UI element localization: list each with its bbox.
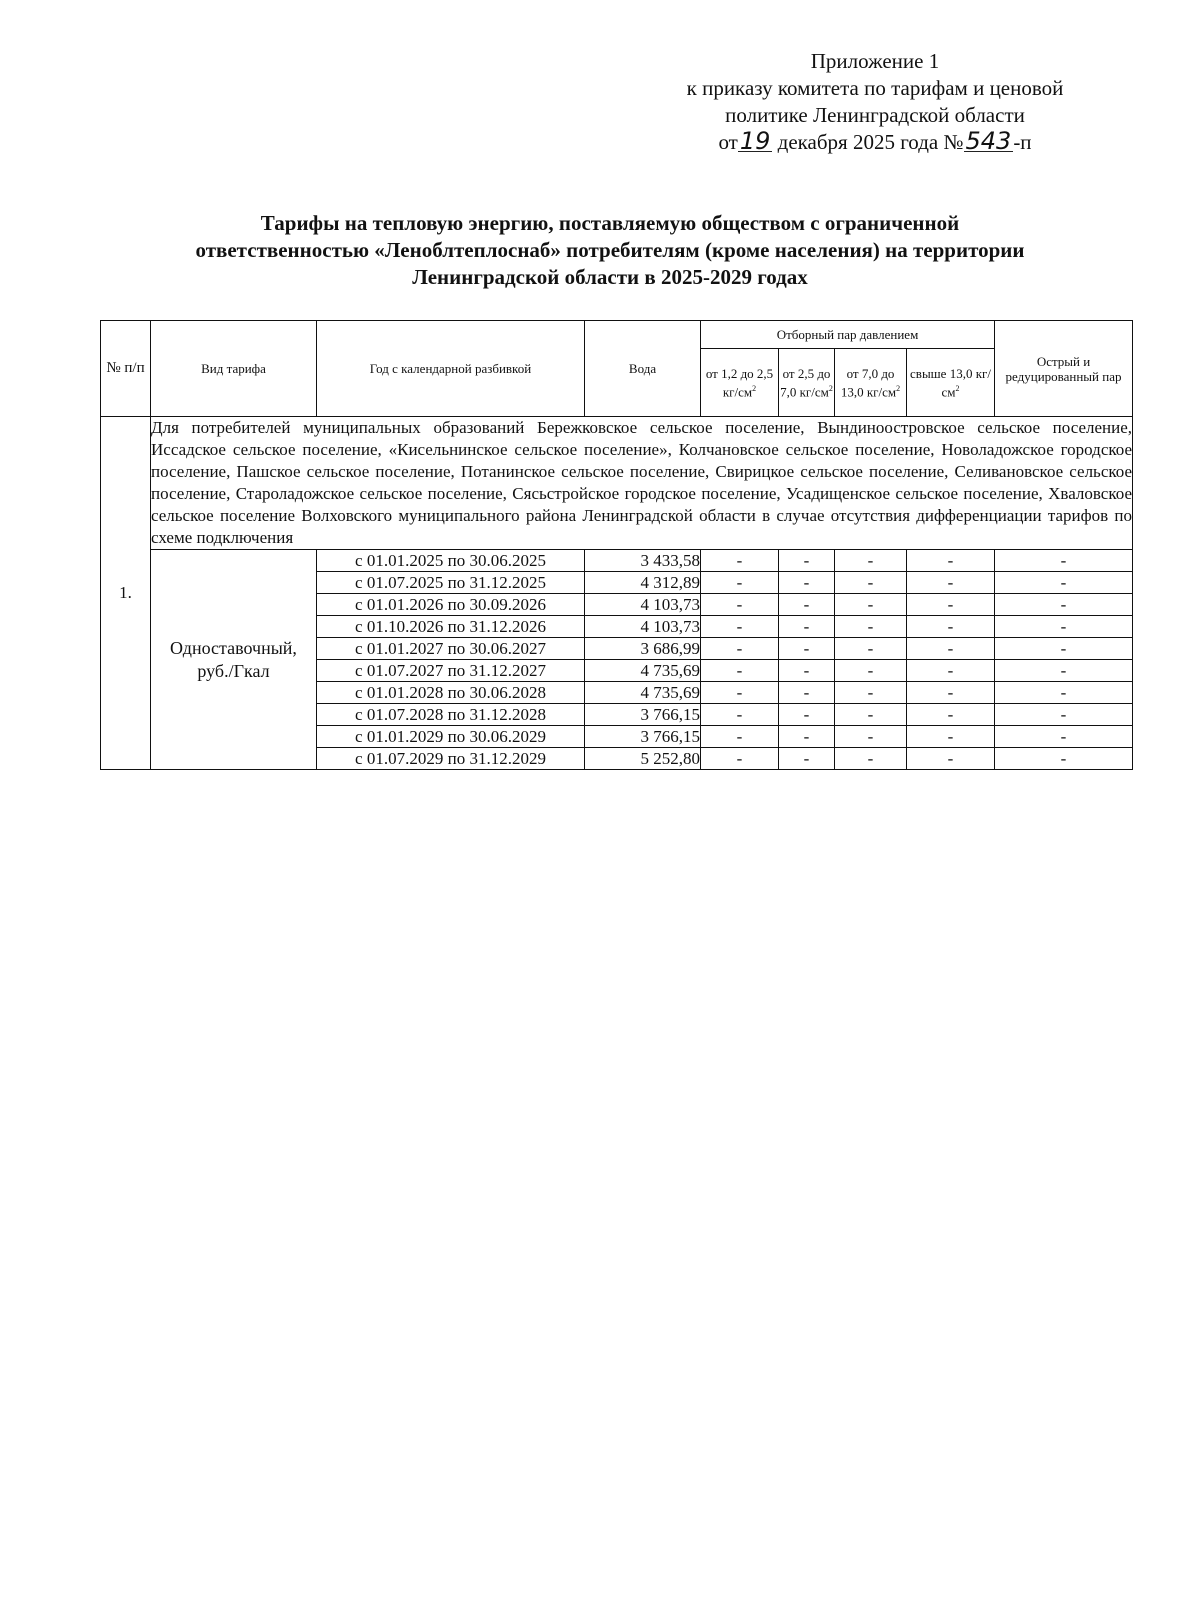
steam-4-cell: -: [907, 594, 995, 616]
sharp-steam-cell: -: [995, 594, 1133, 616]
sharp-steam-cell: -: [995, 682, 1133, 704]
period-cell: с 01.07.2027 по 31.12.2027: [317, 660, 585, 682]
header-num: № п/п: [101, 321, 151, 417]
row-number: 1.: [101, 417, 151, 770]
water-value-cell: 4 103,73: [585, 594, 701, 616]
steam-2-cell: -: [779, 550, 835, 572]
sharp-steam-cell: -: [995, 748, 1133, 770]
sharp-steam-cell: -: [995, 616, 1133, 638]
steam-2-cell: -: [779, 748, 835, 770]
steam-4-cell: -: [907, 638, 995, 660]
steam-1-cell: -: [701, 660, 779, 682]
steam-4-cell: -: [907, 704, 995, 726]
sharp-steam-cell: -: [995, 638, 1133, 660]
period-cell: с 01.01.2029 по 30.06.2029: [317, 726, 585, 748]
order-prefix: от: [718, 130, 738, 154]
water-value-cell: 4 312,89: [585, 572, 701, 594]
sharp-steam-cell: -: [995, 726, 1133, 748]
steam-3-cell: -: [835, 550, 907, 572]
header-water: Вода: [585, 321, 701, 417]
header-sharp-steam: Острый и редуцированный пар: [995, 321, 1133, 417]
table-row: [101, 550, 1133, 572]
water-value-cell: 3 433,58: [585, 550, 701, 572]
steam-1-cell: -: [701, 704, 779, 726]
steam-2-cell: -: [779, 726, 835, 748]
header-steam-2: от 2,5 до 7,0 $кг/см^2$: [779, 349, 835, 417]
header-tariff-type: Вид тарифа: [151, 321, 317, 417]
steam-3-cell: -: [835, 726, 907, 748]
period-cell: с 01.01.2028 по 30.06.2028: [317, 682, 585, 704]
steam-3-cell: -: [835, 748, 907, 770]
water-value-cell: 4 103,73: [585, 616, 701, 638]
water-value-cell: 3 766,15: [585, 704, 701, 726]
steam-2-cell: -: [779, 638, 835, 660]
steam-2-cell: -: [779, 660, 835, 682]
header-period: Год с календарной разбивкой: [317, 321, 585, 417]
steam-1-cell: -: [701, 682, 779, 704]
title-line-1: Тарифы на тепловую энергию, поставляемую обществом с ограниченной: [260, 211, 960, 235]
header-steam-1: от 1,2 до 2,5 $кг/см^2$: [701, 349, 779, 417]
steam-1-cell: -: [701, 638, 779, 660]
steam-3-cell: -: [835, 682, 907, 704]
water-value-cell: 4 735,69: [585, 660, 701, 682]
steam-1-cell: -: [701, 594, 779, 616]
period-cell: с 01.01.2026 по 30.09.2026: [317, 594, 585, 616]
appendix-line-2: к приказу комитета по тарифам и ценовой: [686, 76, 1064, 100]
steam-3-cell: -: [835, 660, 907, 682]
period-cell: с 01.01.2025 по 30.06.2025: [317, 550, 585, 572]
sharp-steam-cell: -: [995, 660, 1133, 682]
water-value-cell: 3 766,15: [585, 726, 701, 748]
steam-1-cell: -: [701, 748, 779, 770]
steam-4-cell: -: [907, 616, 995, 638]
steam-3-cell: -: [835, 638, 907, 660]
order-mid: декабря 2025 года №: [777, 130, 964, 154]
sharp-steam-cell: -: [995, 704, 1133, 726]
appendix-line-3: политике Ленинградской области: [725, 103, 1025, 127]
header-steam-group: Отборный пар давлением: [701, 321, 995, 349]
steam-4-cell: -: [907, 726, 995, 748]
period-cell: с 01.07.2029 по 31.12.2029: [317, 748, 585, 770]
steam-2-cell: -: [779, 682, 835, 704]
steam-2-cell: -: [779, 572, 835, 594]
steam-3-cell: -: [835, 572, 907, 594]
steam-4-cell: -: [907, 660, 995, 682]
steam-3-cell: -: [835, 704, 907, 726]
period-cell: с 01.07.2025 по 31.12.2025: [317, 572, 585, 594]
period-cell: с 01.01.2027 по 30.06.2027: [317, 638, 585, 660]
steam-2-cell: -: [779, 704, 835, 726]
title-line-3: Ленинградской области в 2025-2029 годах: [412, 265, 808, 289]
water-value-cell: 3 686,99: [585, 638, 701, 660]
title-line-2: ответственностью «Леноблтеплоснаб» потребителям (кроме населения) на территории: [195, 238, 1025, 262]
order-number-handwritten: 543: [965, 127, 1012, 155]
order-suffix: -п: [1013, 130, 1032, 154]
tariff-type-cell: Одноставочный, руб./Гкал: [151, 550, 317, 770]
appendix-title: Приложение 1: [810, 49, 940, 73]
order-reference: [640, 129, 1110, 156]
steam-3-cell: -: [835, 616, 907, 638]
sharp-steam-cell: -: [995, 550, 1133, 572]
steam-2-cell: -: [779, 616, 835, 638]
water-value-cell: 5 252,80: [585, 748, 701, 770]
steam-4-cell: -: [907, 572, 995, 594]
period-cell: с 01.10.2026 по 31.12.2026: [317, 616, 585, 638]
tariff-table: [100, 320, 1133, 770]
sharp-steam-cell: -: [995, 572, 1133, 594]
header-steam-4: свыше 13,0 $кг/см^2$: [907, 349, 995, 417]
order-day-handwritten: 19: [739, 127, 771, 155]
steam-2-cell: -: [779, 594, 835, 616]
water-value-cell: 4 735,69: [585, 682, 701, 704]
steam-4-cell: -: [907, 682, 995, 704]
header-steam-3: от 7,0 до 13,0 $кг/см^2$: [835, 349, 907, 417]
steam-1-cell: -: [701, 616, 779, 638]
steam-3-cell: -: [835, 594, 907, 616]
steam-1-cell: -: [701, 726, 779, 748]
document-title: [110, 210, 1110, 291]
period-cell: с 01.07.2028 по 31.12.2028: [317, 704, 585, 726]
steam-1-cell: -: [701, 550, 779, 572]
steam-4-cell: -: [907, 748, 995, 770]
steam-1-cell: -: [701, 572, 779, 594]
appendix-header: [640, 48, 1110, 156]
steam-4-cell: -: [907, 550, 995, 572]
consumer-description: Для потребителей муниципальных образований Бережковское сельское поселение, Вындиноостровское сельское поселение, Иссадское сельское поселение, «Кисельнинское сельское поселение», Колчановское сельское поселение, Новоладожское городское поселение, Пашское сельское поселение, Потанинское сельское поселение, Свирицкое сельское поселение, Селивановское сельское поселение, Староладожское сельское поселение, Сясьстройское городское поселение, Усадищенское сельское поселение, Хваловское сельское поселение Волховского муниципального района Ленинградской области в случае отсутствия дифференциации тарифов по схеме подключения: [151, 417, 1133, 550]
